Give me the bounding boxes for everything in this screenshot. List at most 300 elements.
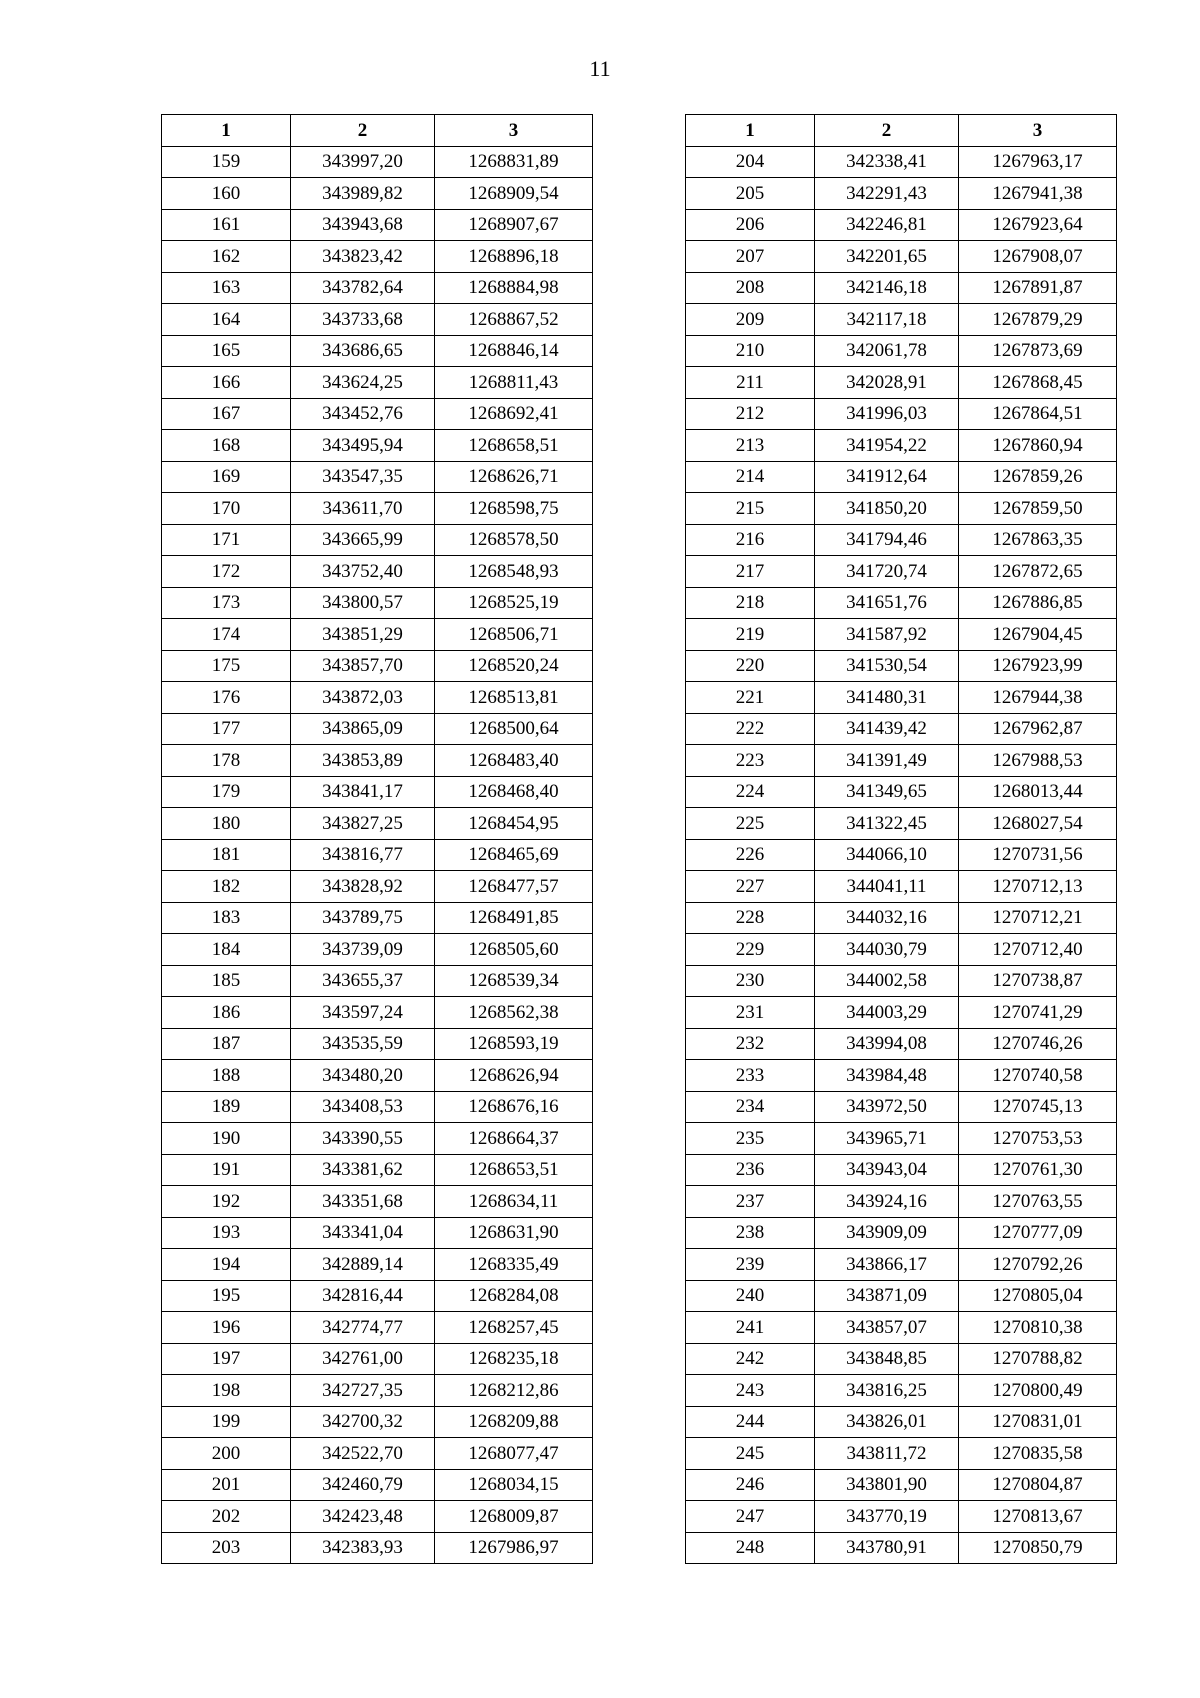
y-coordinate-cell: 1267962,87 <box>959 713 1117 745</box>
y-coordinate-cell: 1270712,21 <box>959 902 1117 934</box>
point-number-cell: 219 <box>686 619 815 651</box>
x-coordinate-cell: 341587,92 <box>815 619 959 651</box>
table-row <box>162 209 593 241</box>
x-coordinate-cell: 341439,42 <box>815 713 959 745</box>
point-number-cell: 173 <box>162 587 291 619</box>
table-row <box>162 241 593 273</box>
table-row <box>686 587 1117 619</box>
x-coordinate-cell: 343984,48 <box>815 1060 959 1092</box>
y-coordinate-cell: 1268909,54 <box>435 178 593 210</box>
table-row <box>686 241 1117 273</box>
table-body-right <box>686 146 1117 1564</box>
point-number-cell: 234 <box>686 1091 815 1123</box>
x-coordinate-cell: 343871,09 <box>815 1280 959 1312</box>
y-coordinate-cell: 1270831,01 <box>959 1406 1117 1438</box>
y-coordinate-cell: 1270712,40 <box>959 934 1117 966</box>
point-number-cell: 170 <box>162 493 291 525</box>
table-body-left <box>162 146 593 1564</box>
x-coordinate-cell: 343943,04 <box>815 1154 959 1186</box>
point-number-cell: 215 <box>686 493 815 525</box>
x-coordinate-cell: 341349,65 <box>815 776 959 808</box>
y-coordinate-cell: 1268598,75 <box>435 493 593 525</box>
x-coordinate-cell: 343827,25 <box>291 808 435 840</box>
point-number-cell: 190 <box>162 1123 291 1155</box>
y-coordinate-cell: 1268626,71 <box>435 461 593 493</box>
y-coordinate-cell: 1268884,98 <box>435 272 593 304</box>
table-row <box>686 965 1117 997</box>
point-number-cell: 233 <box>686 1060 815 1092</box>
table-row <box>686 997 1117 1029</box>
point-number-cell: 236 <box>686 1154 815 1186</box>
x-coordinate-cell: 343782,64 <box>291 272 435 304</box>
y-coordinate-cell: 1267986,97 <box>435 1532 593 1564</box>
table-row <box>162 934 593 966</box>
x-coordinate-cell: 343865,09 <box>291 713 435 745</box>
table-row <box>686 461 1117 493</box>
table-row <box>686 304 1117 336</box>
y-coordinate-cell: 1268506,71 <box>435 619 593 651</box>
y-coordinate-cell: 1270850,79 <box>959 1532 1117 1564</box>
y-coordinate-cell: 1268465,69 <box>435 839 593 871</box>
y-coordinate-cell: 1267873,69 <box>959 335 1117 367</box>
point-number-cell: 211 <box>686 367 815 399</box>
table-row <box>686 430 1117 462</box>
point-number-cell: 218 <box>686 587 815 619</box>
point-number-cell: 163 <box>162 272 291 304</box>
y-coordinate-cell: 1268676,16 <box>435 1091 593 1123</box>
point-number-cell: 171 <box>162 524 291 556</box>
x-coordinate-cell: 343789,75 <box>291 902 435 934</box>
point-number-cell: 239 <box>686 1249 815 1281</box>
point-number-cell: 195 <box>162 1280 291 1312</box>
y-coordinate-cell: 1268548,93 <box>435 556 593 588</box>
x-coordinate-cell: 343924,16 <box>815 1186 959 1218</box>
point-number-cell: 198 <box>162 1375 291 1407</box>
x-coordinate-cell: 343611,70 <box>291 493 435 525</box>
y-coordinate-cell: 1270788,82 <box>959 1343 1117 1375</box>
x-coordinate-cell: 343866,17 <box>815 1249 959 1281</box>
point-number-cell: 225 <box>686 808 815 840</box>
point-number-cell: 167 <box>162 398 291 430</box>
x-coordinate-cell: 343811,72 <box>815 1438 959 1470</box>
table-row <box>162 1186 593 1218</box>
point-number-cell: 188 <box>162 1060 291 1092</box>
point-number-cell: 164 <box>162 304 291 336</box>
x-coordinate-cell: 343739,09 <box>291 934 435 966</box>
x-coordinate-cell: 342816,44 <box>291 1280 435 1312</box>
y-coordinate-cell: 1268634,11 <box>435 1186 593 1218</box>
point-number-cell: 181 <box>162 839 291 871</box>
table-row <box>686 619 1117 651</box>
y-coordinate-cell: 1268664,37 <box>435 1123 593 1155</box>
y-coordinate-cell: 1268257,45 <box>435 1312 593 1344</box>
y-coordinate-cell: 1270805,04 <box>959 1280 1117 1312</box>
table-row <box>686 1406 1117 1438</box>
table-header-row <box>686 115 1117 147</box>
y-coordinate-cell: 1270745,13 <box>959 1091 1117 1123</box>
x-coordinate-cell: 343816,77 <box>291 839 435 871</box>
x-coordinate-cell: 343655,37 <box>291 965 435 997</box>
y-coordinate-cell: 1267944,38 <box>959 682 1117 714</box>
table-row <box>686 650 1117 682</box>
y-coordinate-cell: 1268907,67 <box>435 209 593 241</box>
y-coordinate-cell: 1268539,34 <box>435 965 593 997</box>
table-row <box>162 1438 593 1470</box>
table-row <box>686 335 1117 367</box>
x-coordinate-cell: 343780,91 <box>815 1532 959 1564</box>
point-number-cell: 194 <box>162 1249 291 1281</box>
y-coordinate-cell: 1270804,87 <box>959 1469 1117 1501</box>
x-coordinate-cell: 342761,00 <box>291 1343 435 1375</box>
point-number-cell: 221 <box>686 682 815 714</box>
point-number-cell: 199 <box>162 1406 291 1438</box>
y-coordinate-cell: 1267904,45 <box>959 619 1117 651</box>
table-row <box>162 808 593 840</box>
x-coordinate-cell: 341720,74 <box>815 556 959 588</box>
table-row <box>686 682 1117 714</box>
point-number-cell: 246 <box>686 1469 815 1501</box>
table-row <box>162 1217 593 1249</box>
table-row <box>162 776 593 808</box>
point-number-cell: 197 <box>162 1343 291 1375</box>
y-coordinate-cell: 1268846,14 <box>435 335 593 367</box>
x-coordinate-cell: 342146,18 <box>815 272 959 304</box>
table-row <box>162 272 593 304</box>
table-row <box>162 745 593 777</box>
y-coordinate-cell: 1267872,65 <box>959 556 1117 588</box>
point-number-cell: 232 <box>686 1028 815 1060</box>
point-number-cell: 217 <box>686 556 815 588</box>
table-row <box>686 839 1117 871</box>
y-coordinate-cell: 1268034,15 <box>435 1469 593 1501</box>
y-coordinate-cell: 1267923,64 <box>959 209 1117 241</box>
x-coordinate-cell: 342117,18 <box>815 304 959 336</box>
x-coordinate-cell: 343972,50 <box>815 1091 959 1123</box>
point-number-cell: 224 <box>686 776 815 808</box>
point-number-cell: 185 <box>162 965 291 997</box>
x-coordinate-cell: 343816,25 <box>815 1375 959 1407</box>
y-coordinate-cell: 1270761,30 <box>959 1154 1117 1186</box>
y-coordinate-cell: 1268896,18 <box>435 241 593 273</box>
y-coordinate-cell: 1270813,67 <box>959 1501 1117 1533</box>
x-coordinate-cell: 343851,29 <box>291 619 435 651</box>
table-row <box>686 1469 1117 1501</box>
x-coordinate-cell: 341912,64 <box>815 461 959 493</box>
point-number-cell: 247 <box>686 1501 815 1533</box>
table-row <box>162 619 593 651</box>
table-row <box>686 871 1117 903</box>
point-number-cell: 244 <box>686 1406 815 1438</box>
point-number-cell: 165 <box>162 335 291 367</box>
y-coordinate-cell: 1270712,13 <box>959 871 1117 903</box>
point-number-cell: 200 <box>162 1438 291 1470</box>
x-coordinate-cell: 343826,01 <box>815 1406 959 1438</box>
x-coordinate-cell: 344002,58 <box>815 965 959 997</box>
point-number-cell: 172 <box>162 556 291 588</box>
y-coordinate-cell: 1267908,07 <box>959 241 1117 273</box>
y-coordinate-cell: 1270740,58 <box>959 1060 1117 1092</box>
x-coordinate-cell: 341954,22 <box>815 430 959 462</box>
point-number-cell: 183 <box>162 902 291 934</box>
x-coordinate-cell: 343965,71 <box>815 1123 959 1155</box>
point-number-cell: 243 <box>686 1375 815 1407</box>
x-coordinate-cell: 343823,42 <box>291 241 435 273</box>
y-coordinate-cell: 1268692,41 <box>435 398 593 430</box>
y-coordinate-cell: 1270741,29 <box>959 997 1117 1029</box>
x-coordinate-cell: 343495,94 <box>291 430 435 462</box>
point-number-cell: 238 <box>686 1217 815 1249</box>
table-row <box>162 461 593 493</box>
y-coordinate-cell: 1270800,49 <box>959 1375 1117 1407</box>
x-coordinate-cell: 342774,77 <box>291 1312 435 1344</box>
point-number-cell: 241 <box>686 1312 815 1344</box>
table-row <box>162 146 593 178</box>
table-row <box>686 1438 1117 1470</box>
point-number-cell: 174 <box>162 619 291 651</box>
table-row <box>162 178 593 210</box>
column-header-1: 1 <box>162 115 291 147</box>
point-number-cell: 202 <box>162 1501 291 1533</box>
y-coordinate-cell: 1268500,64 <box>435 713 593 745</box>
point-number-cell: 176 <box>162 682 291 714</box>
x-coordinate-cell: 342423,48 <box>291 1501 435 1533</box>
table-row <box>686 713 1117 745</box>
table-row <box>686 556 1117 588</box>
y-coordinate-cell: 1267868,45 <box>959 367 1117 399</box>
table-row <box>162 556 593 588</box>
table-row <box>162 304 593 336</box>
x-coordinate-cell: 343408,53 <box>291 1091 435 1123</box>
point-number-cell: 209 <box>686 304 815 336</box>
y-coordinate-cell: 1267864,51 <box>959 398 1117 430</box>
column-header-2: 2 <box>291 115 435 147</box>
table-row <box>686 776 1117 808</box>
y-coordinate-cell: 1268831,89 <box>435 146 593 178</box>
y-coordinate-cell: 1268491,85 <box>435 902 593 934</box>
x-coordinate-cell: 342338,41 <box>815 146 959 178</box>
point-number-cell: 245 <box>686 1438 815 1470</box>
column-header-1: 1 <box>686 115 815 147</box>
point-number-cell: 192 <box>162 1186 291 1218</box>
point-number-cell: 208 <box>686 272 815 304</box>
point-number-cell: 212 <box>686 398 815 430</box>
point-number-cell: 214 <box>686 461 815 493</box>
x-coordinate-cell: 344041,11 <box>815 871 959 903</box>
table-row <box>686 1060 1117 1092</box>
point-number-cell: 206 <box>686 209 815 241</box>
page-number: 11 <box>589 56 611 81</box>
coordinates-table-right <box>685 114 1117 1564</box>
x-coordinate-cell: 342889,14 <box>291 1249 435 1281</box>
y-coordinate-cell: 1268013,44 <box>959 776 1117 808</box>
point-number-cell: 235 <box>686 1123 815 1155</box>
point-number-cell: 229 <box>686 934 815 966</box>
y-coordinate-cell: 1268505,60 <box>435 934 593 966</box>
y-coordinate-cell: 1270746,26 <box>959 1028 1117 1060</box>
x-coordinate-cell: 343341,04 <box>291 1217 435 1249</box>
point-number-cell: 220 <box>686 650 815 682</box>
x-coordinate-cell: 341794,46 <box>815 524 959 556</box>
point-number-cell: 169 <box>162 461 291 493</box>
y-coordinate-cell: 1268009,87 <box>435 1501 593 1533</box>
table-row <box>686 1091 1117 1123</box>
table-row <box>686 1312 1117 1344</box>
y-coordinate-cell: 1267941,38 <box>959 178 1117 210</box>
table-row <box>162 398 593 430</box>
point-number-cell: 216 <box>686 524 815 556</box>
x-coordinate-cell: 341850,20 <box>815 493 959 525</box>
point-number-cell: 228 <box>686 902 815 934</box>
point-number-cell: 231 <box>686 997 815 1029</box>
y-coordinate-cell: 1267863,35 <box>959 524 1117 556</box>
x-coordinate-cell: 341391,49 <box>815 745 959 777</box>
y-coordinate-cell: 1270738,87 <box>959 965 1117 997</box>
table-row <box>686 745 1117 777</box>
table-row <box>162 1312 593 1344</box>
y-coordinate-cell: 1268212,86 <box>435 1375 593 1407</box>
y-coordinate-cell: 1268513,81 <box>435 682 593 714</box>
table-row <box>686 1249 1117 1281</box>
x-coordinate-cell: 343480,20 <box>291 1060 435 1092</box>
point-number-cell: 179 <box>162 776 291 808</box>
point-number-cell: 178 <box>162 745 291 777</box>
y-coordinate-cell: 1268209,88 <box>435 1406 593 1438</box>
y-coordinate-cell: 1267988,53 <box>959 745 1117 777</box>
x-coordinate-cell: 343841,17 <box>291 776 435 808</box>
y-coordinate-cell: 1267963,17 <box>959 146 1117 178</box>
point-number-cell: 187 <box>162 1028 291 1060</box>
x-coordinate-cell: 343733,68 <box>291 304 435 336</box>
y-coordinate-cell: 1268284,08 <box>435 1280 593 1312</box>
x-coordinate-cell: 342246,81 <box>815 209 959 241</box>
point-number-cell: 162 <box>162 241 291 273</box>
point-number-cell: 237 <box>686 1186 815 1218</box>
table-row <box>686 1280 1117 1312</box>
x-coordinate-cell: 343994,08 <box>815 1028 959 1060</box>
x-coordinate-cell: 341530,54 <box>815 650 959 682</box>
x-coordinate-cell: 343989,82 <box>291 178 435 210</box>
point-number-cell: 213 <box>686 430 815 462</box>
table-row <box>162 1501 593 1533</box>
y-coordinate-cell: 1268653,51 <box>435 1154 593 1186</box>
point-number-cell: 184 <box>162 934 291 966</box>
table-row <box>162 335 593 367</box>
y-coordinate-cell: 1268468,40 <box>435 776 593 808</box>
point-number-cell: 166 <box>162 367 291 399</box>
point-number-cell: 191 <box>162 1154 291 1186</box>
table-row <box>162 965 593 997</box>
x-coordinate-cell: 343452,76 <box>291 398 435 430</box>
x-coordinate-cell: 342061,78 <box>815 335 959 367</box>
table-row <box>686 367 1117 399</box>
table-row <box>686 146 1117 178</box>
table-row <box>162 493 593 525</box>
y-coordinate-cell: 1268235,18 <box>435 1343 593 1375</box>
table-row <box>686 902 1117 934</box>
x-coordinate-cell: 343547,35 <box>291 461 435 493</box>
x-coordinate-cell: 343381,62 <box>291 1154 435 1186</box>
x-coordinate-cell: 343997,20 <box>291 146 435 178</box>
y-coordinate-cell: 1270753,53 <box>959 1123 1117 1155</box>
x-coordinate-cell: 341651,76 <box>815 587 959 619</box>
point-number-cell: 207 <box>686 241 815 273</box>
y-coordinate-cell: 1267859,26 <box>959 461 1117 493</box>
y-coordinate-cell: 1268477,57 <box>435 871 593 903</box>
point-number-cell: 159 <box>162 146 291 178</box>
x-coordinate-cell: 344032,16 <box>815 902 959 934</box>
table-row <box>686 209 1117 241</box>
table-row <box>162 1154 593 1186</box>
x-coordinate-cell: 343848,85 <box>815 1343 959 1375</box>
table-row <box>686 398 1117 430</box>
x-coordinate-cell: 344030,79 <box>815 934 959 966</box>
y-coordinate-cell: 1270835,58 <box>959 1438 1117 1470</box>
table-row <box>686 1532 1117 1564</box>
x-coordinate-cell: 342460,79 <box>291 1469 435 1501</box>
table-row <box>686 1343 1117 1375</box>
table-row <box>162 650 593 682</box>
x-coordinate-cell: 343597,24 <box>291 997 435 1029</box>
y-coordinate-cell: 1267860,94 <box>959 430 1117 462</box>
point-number-cell: 168 <box>162 430 291 462</box>
table-row <box>162 682 593 714</box>
x-coordinate-cell: 343535,59 <box>291 1028 435 1060</box>
point-number-cell: 205 <box>686 178 815 210</box>
point-number-cell: 180 <box>162 808 291 840</box>
point-number-cell: 223 <box>686 745 815 777</box>
point-number-cell: 201 <box>162 1469 291 1501</box>
table-row <box>686 493 1117 525</box>
y-coordinate-cell: 1270777,09 <box>959 1217 1117 1249</box>
x-coordinate-cell: 344066,10 <box>815 839 959 871</box>
y-coordinate-cell: 1270731,56 <box>959 839 1117 871</box>
x-coordinate-cell: 343801,90 <box>815 1469 959 1501</box>
table-row <box>162 1343 593 1375</box>
table-row <box>162 1469 593 1501</box>
x-coordinate-cell: 343752,40 <box>291 556 435 588</box>
table-row <box>686 1217 1117 1249</box>
x-coordinate-cell: 343853,89 <box>291 745 435 777</box>
table-row <box>686 1375 1117 1407</box>
table-row <box>162 1028 593 1060</box>
table-row <box>162 871 593 903</box>
table-row <box>162 587 593 619</box>
table-row <box>162 1375 593 1407</box>
point-number-cell: 177 <box>162 713 291 745</box>
x-coordinate-cell: 343770,19 <box>815 1501 959 1533</box>
y-coordinate-cell: 1268454,95 <box>435 808 593 840</box>
x-coordinate-cell: 343351,68 <box>291 1186 435 1218</box>
x-coordinate-cell: 344003,29 <box>815 997 959 1029</box>
x-coordinate-cell: 342727,35 <box>291 1375 435 1407</box>
point-number-cell: 248 <box>686 1532 815 1564</box>
y-coordinate-cell: 1270763,55 <box>959 1186 1117 1218</box>
table-row <box>162 902 593 934</box>
y-coordinate-cell: 1268867,52 <box>435 304 593 336</box>
y-coordinate-cell: 1268077,47 <box>435 1438 593 1470</box>
x-coordinate-cell: 343686,65 <box>291 335 435 367</box>
table-row <box>162 997 593 1029</box>
point-number-cell: 186 <box>162 997 291 1029</box>
y-coordinate-cell: 1268520,24 <box>435 650 593 682</box>
coordinates-table-left <box>161 114 593 1564</box>
point-number-cell: 175 <box>162 650 291 682</box>
x-coordinate-cell: 343943,68 <box>291 209 435 241</box>
x-coordinate-cell: 343624,25 <box>291 367 435 399</box>
x-coordinate-cell: 343909,09 <box>815 1217 959 1249</box>
table-row <box>686 272 1117 304</box>
x-coordinate-cell: 341480,31 <box>815 682 959 714</box>
